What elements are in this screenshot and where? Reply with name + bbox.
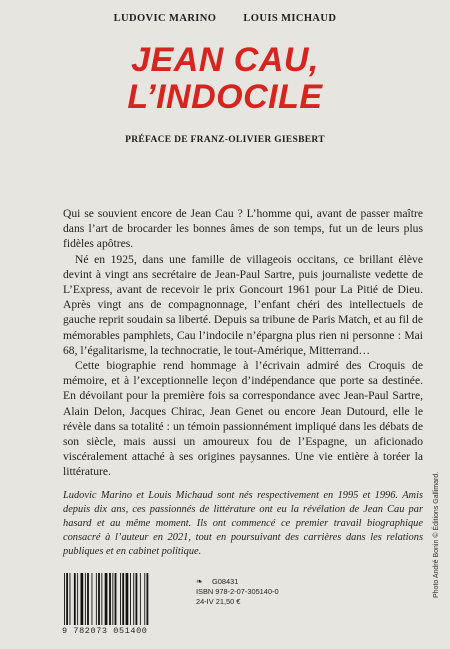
author-bio: Ludovic Marino et Louis Michaud sont nés respectivement en 1995 et 1996. Amis depuis dix ans, ces passionnés de littérature ont eu la révélation de Jean Cau par hasard et au même moment. Ils ont commencé ce premier travail biographique consacré à l’auteur en 2021, tout en poursuivant des carrières dans les relations publiques et en cabinet politique. (63, 490, 423, 557)
barcode-digits: 9 782073 051400 (62, 626, 148, 636)
blurb (63, 206, 423, 480)
author-1: LUDOVIC MARINO (113, 13, 217, 24)
barcode-icon (62, 573, 174, 625)
blurb-paragraph-2: Né en 1925, dans une famille de villageois occitans, ce brillant élève devint à vingt ans secrétaire de Jean-Paul Sartre, puis journaliste vedette de L’Express, avant de recevoir le prix Goncourt 1961 pour La Pitié de Dieu. Après vingt ans de compagnonnage, l’enfant chéri des intellectuels de gauche reprit soudain sa liberté. Depuis sa tribune de Paris Match, et au fil de mémorables pamphlets, Cau l’indocile n’épargna plus rien ni personne : Mai 68, l’égalitarisme, la technocratie, le tout-Amérique, Mitterrand… (63, 252, 423, 357)
author-2: LOUIS MICHAUD (243, 13, 337, 24)
title-line-1: JEAN CAU, (131, 41, 319, 79)
publisher-code: G08431 (212, 577, 239, 586)
publisher-logo-icon: ❧ (196, 577, 203, 586)
preface-credit: PRÉFACE DE FRANZ-OLIVIER GIESBERT (125, 135, 325, 145)
authors (0, 13, 450, 24)
photo-credit: Photo André Bonin © Éditions Gallimard. (433, 471, 440, 598)
isbn-block (196, 577, 279, 607)
isbn: ISBN 978-2-07-305140-0 (196, 587, 279, 596)
title-line-2: L’INDOCILE (127, 78, 323, 116)
blurb-paragraph-3: Cette biographie rend hommage à l’écrivain admiré des Croquis de mémoire, et à l’exceptionnelle leçon d’indépendance que porte sa destinée. En dévoilant pour la première fois sa correspondance avec Jean-Paul Sartre, Alain Delon, Jacques Chirac, Jean Genet ou encore Jean Dutourd, elle le révèle dans sa totalité : un témoin passionnément impliqué dans les débats de son siècle, mais aussi un amoureux fou de l’Espagne, un aficionado viscéralement attaché à ses origines paysannes. Une vie entière à toréer la littérature. (63, 359, 423, 479)
book-title (0, 42, 450, 116)
price: 24-IV 21,50 € (196, 597, 241, 606)
blurb-paragraph-1: Qui se souvient encore de Jean Cau ? L’homme qui, avant de passer maître dans l’art de brocarder les bonnes âmes de son temps, fut un de leurs plus fidèles apôtres. (63, 207, 423, 251)
